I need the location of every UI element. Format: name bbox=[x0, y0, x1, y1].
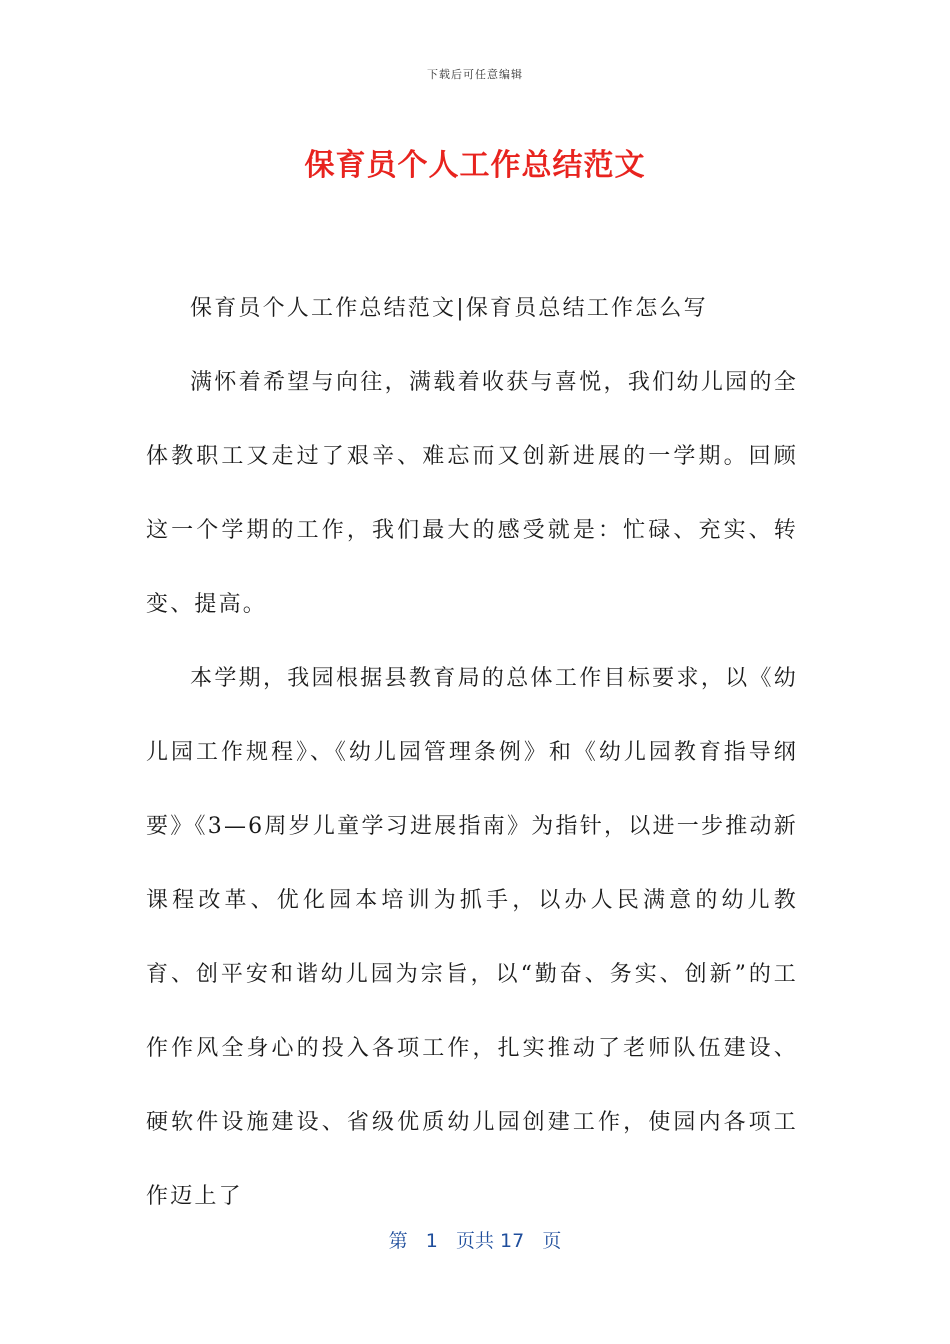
paragraph-subtitle: 保育员个人工作总结范文|保育员总结工作怎么写 bbox=[190, 296, 708, 321]
paragraph-semester: 本学期，我园根据县教育局的总体工作目标要求，以《幼儿园工作规程》、《幼儿园管理条例》和《幼儿园教育指导纲要》《3—6周岁儿童学习进展指南》为指针，以进一步推动新课程改革、优化园本培训为抓手，以办人民满意的幼儿教育、创平安和谐幼儿园为宗旨，以“勤奋、务实、创新”的工作作风全身心的投入各项工作，扎实推动了老师队伍建设、硬软件设施建设、省级优质幼儿园创建工作，使园内各项工作迈上了 bbox=[146, 666, 798, 1209]
footer-total-pages: 17 bbox=[500, 1230, 525, 1252]
document-body bbox=[146, 272, 798, 1234]
footer-page-prefix: 第 bbox=[388, 1230, 408, 1252]
document-title: 保育员个人工作总结范文 bbox=[304, 148, 646, 183]
footer-page-number: 1 bbox=[425, 1230, 438, 1252]
footer-page-suffix: 页 bbox=[542, 1230, 562, 1252]
page-footer bbox=[0, 1226, 950, 1253]
paragraph-intro: 满怀着希望与向往，满载着收获与喜悦，我们幼儿园的全体教职工又走过了艰辛、难忘而又创新进展的一学期。回顾这一个学期的工作，我们最大的感受就是：忙碌、充实、转变、提高。 bbox=[146, 370, 798, 617]
header-note: 下载后可任意编辑 bbox=[427, 68, 523, 81]
footer-page-mid: 页共 bbox=[455, 1230, 494, 1252]
